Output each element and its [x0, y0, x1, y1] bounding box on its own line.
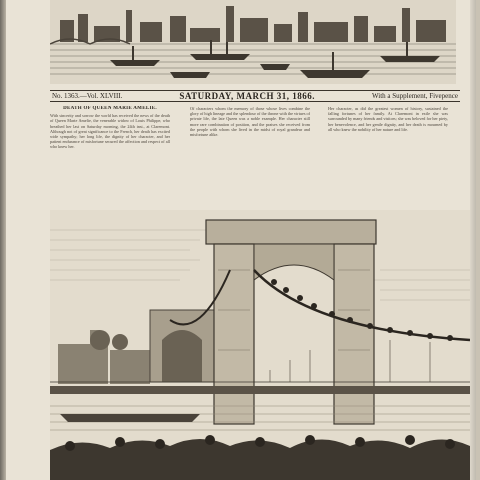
article-column-1: [50, 106, 170, 214]
article-text-3: Her character, as did the greatest women of history, sustained the falling fortunes of her family. At Claremont in exile she was surrounded by many friends and visitors; she was beloved for her piety, her benevolence, and her gentle dignity, and her death is mourned by all who knew the nobility of her nature and life.: [328, 106, 448, 132]
newspaper-page: [6, 0, 476, 480]
dateline: [50, 90, 460, 102]
issue-date: SATURDAY, MARCH 31, 1866.: [179, 91, 316, 101]
article-headline: DEATH OF QUEEN MARIE AMELIE.: [63, 106, 157, 111]
issue-number: No. 1363.—Vol. XLVIII.: [52, 92, 123, 100]
article-text-1: With sincerity and sorrow the world has received the news of the death of Queen Marie Amelie, the venerable widow of Louis Philippe, who breathed her last on Saturday morning, the 24th inst., at Claremont. Although not of great significance to the French, her death has excited wide sympathy; her long life, the dignity of her character, and her patient endurance of misfortune secured the affection and respect of all who knew her.: [50, 113, 170, 150]
article-text-2: Of characters whom the memory of those whose lives combine the glory of high lineage and the splendour of the throne with the virtues of private life, the late Queen was a noble example. Her character still more rare combination of position, and the praises she received from the people with whom she lived in the midst of royal grandeur and misfortune alike.: [190, 106, 310, 138]
bridge-engraving: [50, 210, 470, 480]
supplement-price: With a Supplement, Fivepence: [371, 92, 458, 100]
masthead-engraving: [50, 0, 456, 84]
page-edge-shadow: [470, 0, 476, 480]
article-column-2: [190, 106, 310, 214]
article-column-3: [328, 106, 448, 214]
